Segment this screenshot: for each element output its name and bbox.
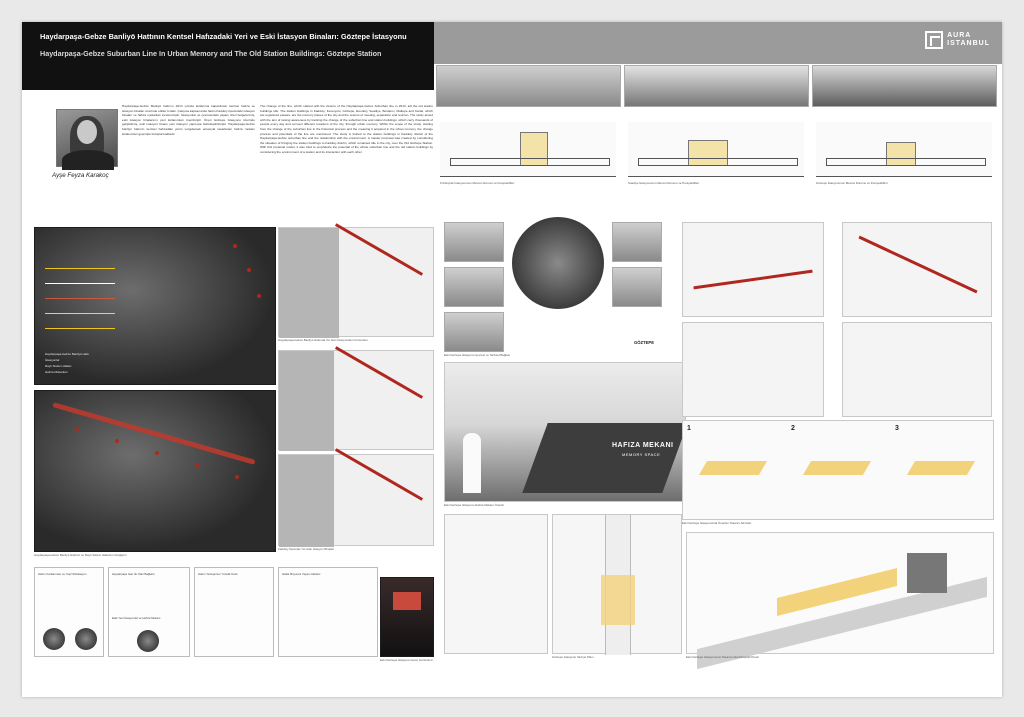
diagram-haydarpasa-connection [108,567,190,657]
caption-plan: Göztepe İstasyonu Vaziyet Planı [552,655,594,659]
plan-drawing-left [444,514,548,654]
diagram-title-1: Hattın Canlanması ve Yeşil Sirkülasyon [38,572,87,576]
caption-map-3: Kadıköy İlçesinde Yer Alan İstasyon Binaları [278,547,335,551]
caption-steps: Eski Göztepe İstasyonunda Önerilen Tasarım Adımları [682,521,752,525]
title-bar [22,22,434,90]
header-gray-band [434,22,1002,64]
diagram-title-3: Hattın Yerleşimine Yönelik Kesit [198,572,238,576]
caption-elevation-3: Göztepe İstasyonunun Mevcut Durumu ve Perspektifleri [816,181,888,185]
map-kadikoy-2 [278,350,434,450]
context-photo-2 [444,267,504,307]
caption-aerial: Eski Göztepe İstasyonu Çevresi ve Tarihsel Bağlam [444,353,511,357]
map-right-4 [842,322,992,417]
map-kadikoy-1 [278,227,434,337]
legend-item-2: İstasyonlar [45,358,60,362]
poster-sheet [22,22,1002,697]
logo-mark-icon [925,31,943,49]
legend-item-4: Hafıza Mekanları [45,370,68,374]
station-photo-1 [436,65,621,107]
title-turkish: Haydarpaşa-Gebze Banliyö Hattının Kentsel Hafızadaki Yeri ve Eski İstasyon Binaları: Göztepe İstasyonu [40,32,407,41]
caption-memory: Eski Göztepe İstasyonu Hafıza Mekanı Önerisi [444,503,504,507]
aerial-circle-photo [512,217,604,309]
map-station-locations [34,390,276,552]
step-number-2: 2 [791,425,795,432]
caption-map-2: Haydarpaşa-Gebze Banliyö Hattında Yer Alan İstasyonların Konumları [278,338,368,342]
memory-space-subtitle: MEMORY SPACE [622,452,661,457]
context-photo-4 [612,222,662,262]
map-right-3 [682,322,824,417]
elevation-drawing-1 [440,122,616,177]
aura-istanbul-logo [925,31,990,49]
title-english: Haydarpaşa-Gebze Suburban Line In Urban Memory and The Old Station Buildings: Göztepe Station [40,49,382,58]
context-photo-1 [444,222,504,262]
bio-text: Haydarpaşa-Gebze Banliyö hattının 2013 yılında kullanıma kapatılması kentsel hafıza ve istasyon binaları üzerinde etkiler bıraktı. Çalışma kapsamında hattın Kadıköy ilçesindeki istasyon binaları ve hafıza mekanları incelenmiştir. İstasyonlar ve çevresindeki yaşam izleri belgelenmiş, eski istasyon binalarının yeni kullanımları önerilmiştir. Öneri Göztepe İstasyonu üzerinde geliştirilmiş, eski istasyon binası yeni istasyon yapısıyla bütünleştirilmiştir. Haydarpaşa-Gebze banliyö hattının kentsel hafızadaki yerini vurgulamak amacıyla tasarlanan hafıza mekanı kullanıcıları geçmişle buluşturmaktadır. [122,104,255,136]
memory-space-title: HAFIZA MEKANI [612,442,674,449]
caption-elevation-2: Suadiye İstasyonunun Mevcut Durumu ve Perspektifleri [628,181,700,185]
author-portrait [56,109,118,167]
station-photo-3 [812,65,997,107]
caption-section: Eski Göztepe İstasyonunun Tasarımında Perspektif Kesit [686,655,759,659]
memory-space-render [444,362,686,502]
site-plan [552,514,682,654]
logo-line-2: ISTANBUL [947,40,990,47]
map-right-2 [842,222,992,317]
context-photo-3 [444,312,504,352]
author-name: Ayşe Feyza Karakoç [52,172,109,179]
diagram-title-4: Eski-Yeni İstasyonlar ve Hafıza Mekanı [112,616,161,620]
elevation-drawing-2 [628,122,804,177]
caption-map-1: Haydarpaşa-Gebze Banliyö Hattının ve Raylı Sistem Hatlarının Değişimi [34,553,127,557]
perspective-section [686,532,994,654]
step-number-1: 1 [687,425,691,432]
map-line-change [34,227,276,385]
design-steps [682,420,994,520]
logo-line-1: AURA [947,32,972,39]
context-photo-5 [612,267,662,307]
caption-night: Eski Göztepe İstasyonu Gece Görünümü [380,658,433,662]
legend-item-3: Raylı Sistem Hatları [45,364,72,368]
map-kadikoy-3 [278,454,434,546]
step-number-3: 3 [895,425,899,432]
caption-elevation-1: Kızıltoprak İstasyonunun Mevcut Durumu ve Perspektifleri [440,181,515,185]
diagram-title-2: Haydarpaşa Garı İle Olan Bağlantı [112,572,155,576]
diagram-living-spaces [278,567,378,657]
goztepe-label: GÖZTEPE [634,340,655,345]
abstract-text: The change of the line, which started with the closure of the Haydarpaşa-Gebze Suburban line in 2013, left the old station buildings idle. The station buildings in Kadıköy, Feneryolu, Göztepe, Erenköy, Suadiye, Bostancı, Maltepe and Kartal, which are registered estates, are the memory places of the city and the scenes of meeting, separation and reunion. The study aimed with the aim of raising awareness by tracking the change of the suburban line and station buildings, which carry thousands of people every day and connect different locations of the city, through urban memory. Within the scope of the study, starting from the change of the suburban line in the historical process and the meaning it acquired in the urban memory, the change process and potentials of the line are mentioned. The study is limited to the station buildings in Kadıköy district of the Haydarpaşa-Gebze suburban line and the relationship with the environment. A master proposal was created by considering the situation of bringing the station buildings to Kadıköy district, which remained idle in the city, over the Old Göztepe Station. With this proposal model, it was tried to emphasize the potential of the whole suburban line and the old station buildings by considering the environment of a station and its interaction with each other. [260,104,433,154]
station-photo-2 [624,65,809,107]
diagram-green-circulation [34,567,104,657]
diagram-title-5: Hatlar Boyunca Yaşam Alanları [282,572,321,576]
elevation-drawing-3 [816,122,992,177]
map-right-1 [682,222,824,317]
diagram-line-section [194,567,274,657]
night-photo [380,577,434,657]
logo-text [947,32,990,48]
legend-item-1: Haydarpaşa-Gebze Banliyö Hattı [45,352,89,356]
